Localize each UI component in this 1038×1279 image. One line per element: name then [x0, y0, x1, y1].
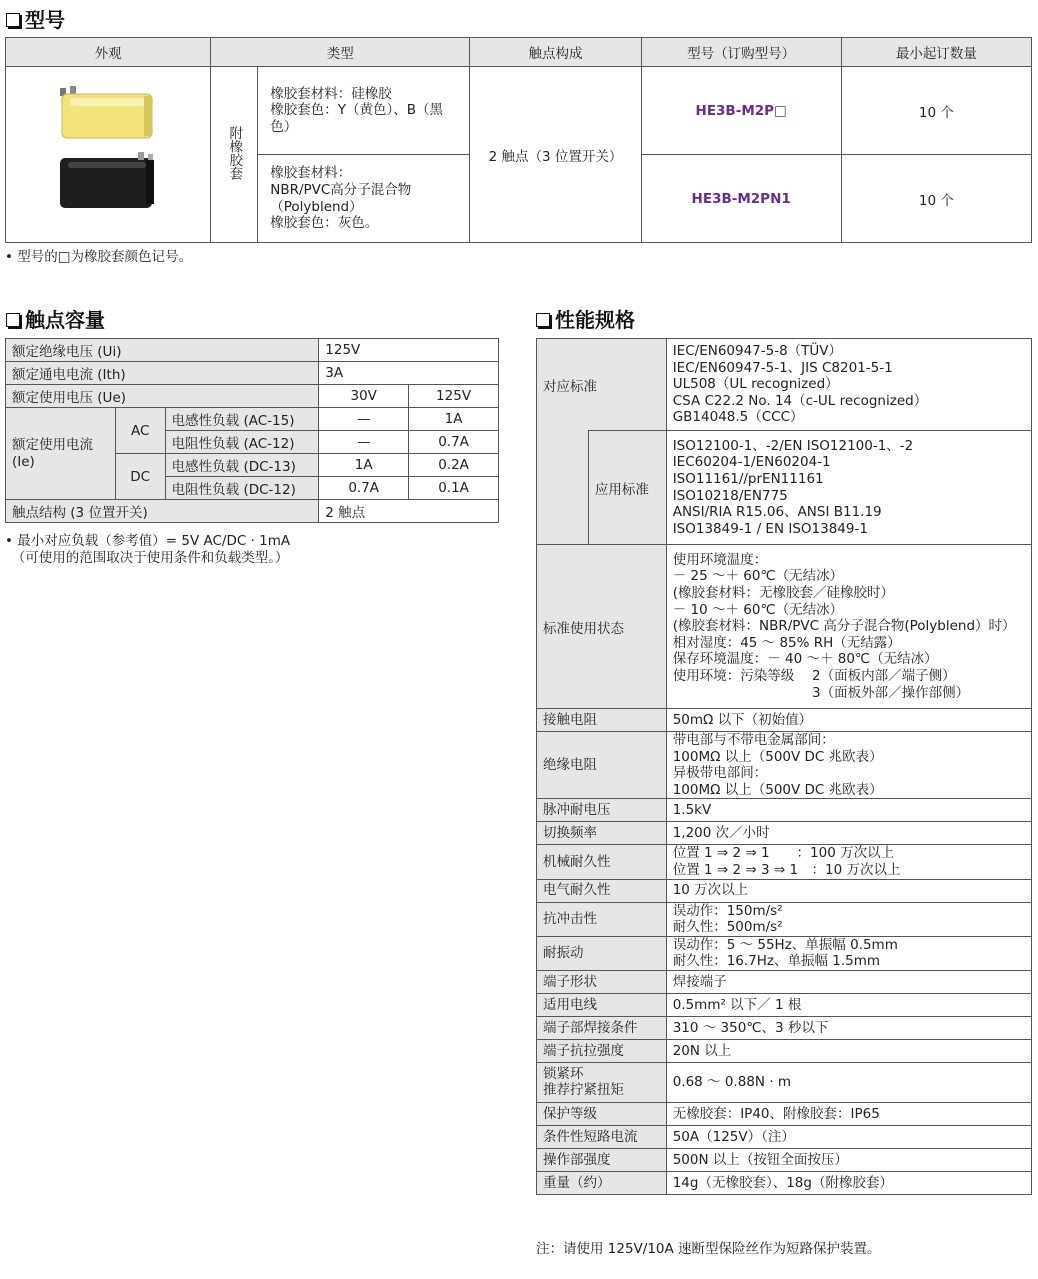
checkbox-square-icon	[6, 313, 20, 327]
specs-section-title: 性能规格	[536, 308, 635, 332]
type-group-label: 附橡胶套	[226, 125, 243, 180]
load-label: 电阻性负载 (AC-12)	[165, 431, 319, 454]
spec-row	[537, 936, 1032, 970]
spec-value: ISO12100-1、-2/EN ISO12100-1、-2 IEC60204-1/EN60204-1 ISO11161//prEN11161 ISO10218/EN775 ANSI/RIA R15.06、ANSI B11.19 ISO13849-1 / EN ISO13849-1	[666, 431, 1031, 545]
spec-label: 接触电阻	[537, 709, 667, 732]
spec-label: 对应标准	[537, 339, 667, 431]
spec-label: 端子形状	[537, 970, 667, 993]
model-number-cell: HE3B-M2PN1	[641, 155, 841, 243]
header-appearance: 外观	[6, 38, 211, 67]
load-label: 电阻性负载 (DC-12)	[165, 477, 319, 500]
model-header-row	[6, 38, 1032, 67]
spec-label: 适用电线	[537, 993, 667, 1016]
voltage-30v: 30V	[319, 385, 409, 408]
spec-value: 误动作：150m/s² 耐久性：500m/s²	[666, 902, 1031, 936]
spec-value: 0.5mm² 以下／ 1 根	[666, 993, 1031, 1016]
spec-value: 带电部与不带电金属部间： 100MΩ 以上（500V DC 兆欧表） 异极带电部间： 100MΩ 以上（500V DC 兆欧表）	[666, 732, 1031, 799]
load-125v: 0.1A	[409, 477, 499, 500]
load-125v: 1A	[409, 408, 499, 431]
type-cell: 橡胶套材料： NBR/PVC高分子混合物 （Polyblend） 橡胶套色：灰色。	[258, 155, 470, 243]
model-row	[6, 67, 1032, 155]
model-note: • 型号的□为橡胶套颜色记号。	[5, 249, 193, 265]
thermal-current-value: 3A	[319, 362, 499, 385]
spec-row	[537, 970, 1032, 993]
model-number-cell: HE3B-M2P□	[641, 67, 841, 155]
capacity-row	[6, 362, 499, 385]
product-image	[48, 78, 168, 228]
capacity-section-title: 触点容量	[6, 308, 105, 332]
spec-label: 操作部强度	[537, 1148, 667, 1171]
spec-label: 绝缘电阻	[537, 732, 667, 799]
spec-label: 抗冲击性	[537, 902, 667, 936]
spec-value: 14g（无橡胶套）、18g（附橡胶套）	[666, 1171, 1031, 1194]
specs-table	[536, 338, 1032, 1195]
spec-value: 位置 1 ⇒ 2 ⇒ 1 ：100 万次以上 位置 1 ⇒ 2 ⇒ 3 ⇒ 1 ：10 万次以上	[666, 845, 1031, 879]
load-30v: 0.7A	[319, 477, 409, 500]
load-label: 电感性负载 (DC-13)	[165, 454, 319, 477]
checkbox-square-icon	[536, 313, 550, 327]
capacity-note: • 最小对应负载（参考值）= 5V AC/DC · 1mA （可使用的范围取决于使用条件和负载类型。）	[5, 533, 291, 566]
spec-label: 耐振动	[537, 936, 667, 970]
spec-value: 310 ～ 350℃、3 秒以下	[666, 1016, 1031, 1039]
model-table	[5, 37, 1032, 243]
spec-label: 脉冲耐电压	[537, 799, 667, 822]
spec-value: 10 万次以上	[666, 879, 1031, 902]
load-125v: 0.7A	[409, 431, 499, 454]
header-type: 类型	[211, 38, 470, 67]
spec-value: IEC/EN60947-5-8（TÜV） IEC/EN60947-5-1、JIS C8201-5-1 UL508（UL recognized） CSA C22.2 No. 14（c-UL recognized） GB14048.5（CCC）	[666, 339, 1031, 431]
load-30v: —	[319, 408, 409, 431]
thermal-current-label: 额定通电电流 (Ith)	[6, 362, 319, 385]
spec-row	[537, 1062, 1032, 1102]
spec-row	[537, 1148, 1032, 1171]
spec-value: 0.68 ～ 0.88N · m	[666, 1062, 1031, 1102]
spec-row	[537, 822, 1032, 845]
spec-row	[537, 1102, 1032, 1125]
spec-label: 条件性短路电流	[537, 1125, 667, 1148]
spec-label: 端子部焊接条件	[537, 1016, 667, 1039]
spec-label: 锁紧环 推荐拧紧扭矩	[537, 1062, 667, 1102]
spec-row	[537, 1039, 1032, 1062]
spec-row	[537, 431, 1032, 545]
spec-label: 机械耐久性	[537, 845, 667, 879]
spec-value: 1.5kV	[666, 799, 1031, 822]
spec-label: 电气耐久性	[537, 879, 667, 902]
spec-label: 切换频率	[537, 822, 667, 845]
spec-row	[537, 799, 1032, 822]
rated-voltage-label: 额定使用电压 (Ue)	[6, 385, 319, 408]
header-model-number: 型号（订购型号）	[641, 38, 841, 67]
qty-cell: 10 个	[841, 67, 1031, 155]
ac-label: AC	[115, 408, 165, 454]
spec-row	[537, 1171, 1032, 1194]
insulation-voltage-value: 125V	[319, 339, 499, 362]
spec-row	[537, 845, 1032, 879]
spec-label: 保护等级	[537, 1102, 667, 1125]
header-min-qty: 最小起订数量	[841, 38, 1031, 67]
load-label: 电感性负载 (AC-15)	[165, 408, 319, 431]
spec-row	[537, 879, 1032, 902]
spec-label: 重量（约）	[537, 1171, 667, 1194]
spec-value: 50A（125V）（注）	[666, 1125, 1031, 1148]
spec-value: 误动作：5 ～ 55Hz、单振幅 0.5mm 耐久性：16.7Hz、单振幅 1.5mm	[666, 936, 1031, 970]
product-image-cell	[6, 67, 211, 243]
specs-note: 注：请使用 125V/10A 速断型保险丝作为短路保护装置。	[536, 1241, 881, 1257]
voltage-125v: 125V	[409, 385, 499, 408]
capacity-row	[6, 385, 499, 408]
structure-value: 2 触点	[319, 500, 499, 523]
spec-row	[537, 1125, 1032, 1148]
spec-value: 使用环境温度： － 25 ～＋ 60℃（无结冰） (橡胶套材料：无橡胶套／硅橡胶时） － 10 ～＋ 60℃（无结冰） (橡胶套材料：NBR/PVC 高分子混合物(Polyblend）时） 相对湿度：45 ～ 85% RH（无结露） 保存环境温度：－ 40 ～＋ 80℃（无结冰） 使用环境：污染等级 2（面板内部／端子侧） 3（面板外部／操作部侧）	[666, 545, 1031, 709]
spec-row	[537, 339, 1032, 431]
dc-label: DC	[115, 454, 165, 500]
capacity-row	[6, 339, 499, 362]
capacity-table	[5, 338, 499, 523]
spec-value: 无橡胶套：IP40、附橡胶套：IP65	[666, 1102, 1031, 1125]
spec-row	[537, 902, 1032, 936]
spec-label: 端子抗拉强度	[537, 1039, 667, 1062]
type-cell: 橡胶套材料：硅橡胶 橡胶套色：Y（黄色）、B（黑色）	[258, 67, 470, 155]
load-30v: 1A	[319, 454, 409, 477]
spec-row	[537, 709, 1032, 732]
spec-row	[537, 993, 1032, 1016]
spec-value: 1,200 次／小时	[666, 822, 1031, 845]
structure-label: 触点结构 (3 位置开关)	[6, 500, 319, 523]
capacity-row	[6, 408, 499, 431]
black-switch-image	[60, 152, 154, 208]
rated-current-label: 额定使用电流 (Ie)	[6, 408, 116, 500]
insulation-voltage-label: 额定绝缘电压 (Ui)	[6, 339, 319, 362]
spec-label: 应用标准	[588, 431, 666, 545]
contact-cell: 2 触点（3 位置开关）	[470, 67, 641, 243]
spec-value: 500N 以上（按钮全面按压）	[666, 1148, 1031, 1171]
capacity-row	[6, 500, 499, 523]
yellow-switch-image	[60, 86, 152, 138]
type-group-cell	[211, 67, 258, 243]
model-section-title: 型号	[6, 8, 65, 32]
spec-label: 标准使用状态	[537, 545, 667, 709]
load-125v: 0.2A	[409, 454, 499, 477]
spec-value: 20N 以上	[666, 1039, 1031, 1062]
checkbox-square-icon	[6, 13, 20, 27]
spec-value: 50mΩ 以下（初始值）	[666, 709, 1031, 732]
spec-row	[537, 545, 1032, 709]
qty-cell: 10 个	[841, 155, 1031, 243]
spec-label-spacer	[537, 431, 589, 545]
spec-row	[537, 1016, 1032, 1039]
header-contact: 触点构成	[470, 38, 641, 67]
spec-value: 焊接端子	[666, 970, 1031, 993]
load-30v: —	[319, 431, 409, 454]
spec-row	[537, 732, 1032, 799]
